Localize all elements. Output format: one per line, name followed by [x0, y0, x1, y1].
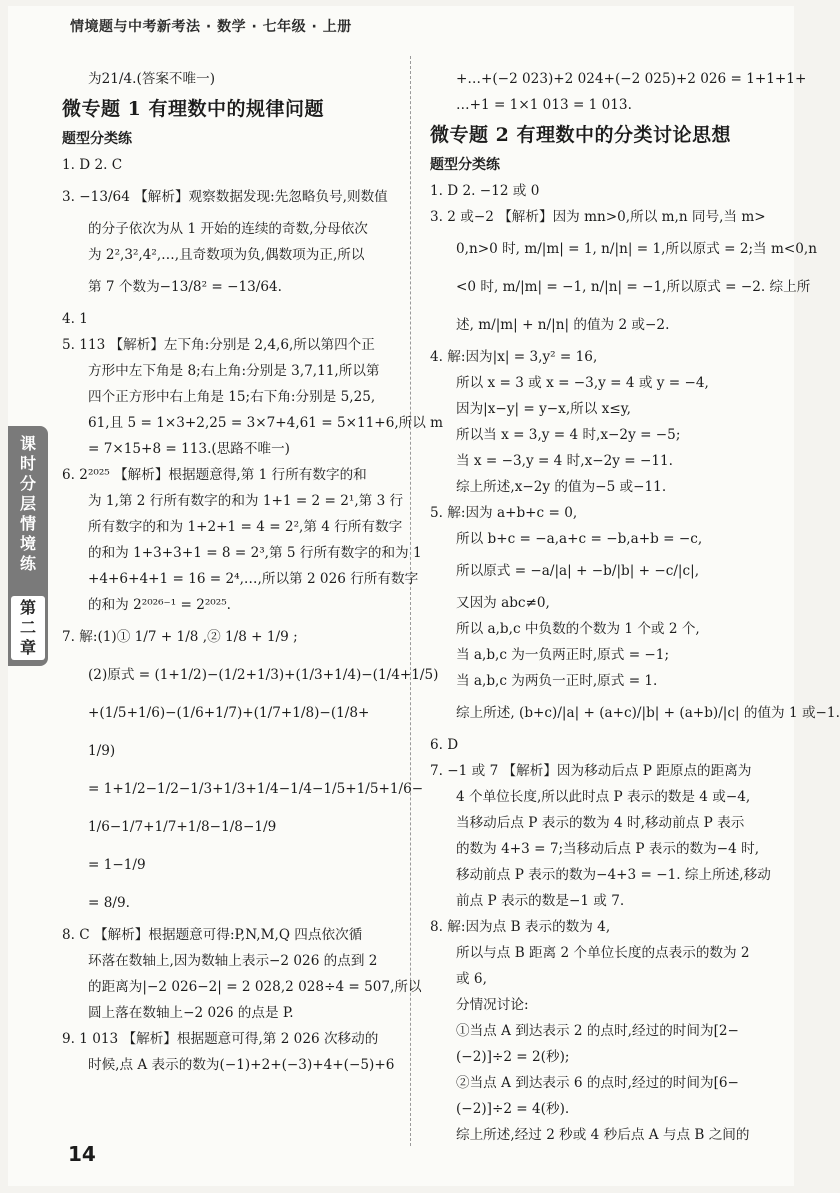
right-text-line: 所以与点 B 距离 2 个单位长度的点表示的数为 2 — [456, 945, 750, 961]
left-text-line: 7. 解:(1)① 1/7 + 1/8 ,② 1/8 + 1/9 ; — [62, 629, 298, 645]
right-text-line: 3. 2 或−2 【解析】因为 mn>0,所以 m,n 同号,当 m> — [430, 209, 766, 225]
side-tab-section-label: 课时分层情境练 — [19, 434, 36, 573]
left-text-line: 的分子依次为从 1 开始的连续的奇数,分母依次 — [88, 221, 368, 237]
right-text-line: 或 6, — [456, 971, 487, 987]
left-text-line: (2)原式 = (1+1/2)−(1/2+1/3)+(1/3+1/4)−(1/4+1/5) — [88, 667, 439, 683]
right-text-line: 移动前点 P 表示的数为−4+3 = −1. 综上所述,移动 — [456, 867, 771, 883]
right-text-line: (−2)]÷2 = 4(秒). — [456, 1101, 570, 1117]
left-text-line: 3. −13/64 【解析】观察数据发现:先忽略负号,则数值 — [62, 189, 388, 205]
right-text-line: +…+(−2 023)+2 024+(−2 025)+2 026 = 1+1+1+ — [456, 71, 807, 87]
left-text-line: 为 1,第 2 行所有数字的和为 1+1 = 2 = 2¹,第 3 行 — [88, 493, 404, 509]
right-text-line: 5. 解:因为 a+b+c = 0, — [430, 505, 578, 521]
right-text-line: 8. 解:因为点 B 表示的数为 4, — [430, 919, 611, 935]
right-text-line: 综上所述,经过 2 秒或 4 秒后点 A 与点 B 之间的 — [456, 1127, 750, 1143]
left-text-line: = 7×15+8 = 113.(思路不唯一) — [88, 441, 290, 457]
side-tab-chapter-label: 第二章 — [11, 596, 45, 660]
left-text-line: 5. 113 【解析】左下角:分别是 2,4,6,所以第四个正 — [62, 337, 375, 353]
right-text-line: 当移动后点 P 表示的数为 4 时,移动前点 P 表示 — [456, 815, 745, 831]
left-column — [62, 66, 444, 1078]
right-text-line: 所以 b+c = −a,a+c = −b,a+b = −c, — [456, 531, 703, 547]
left-text-line: 1. D 2. C — [62, 157, 123, 173]
right-column — [430, 66, 840, 1148]
right-text-line: ①当点 A 到达表示 2 的点时,经过的时间为[2− — [456, 1023, 739, 1039]
right-text-line: 当 a,b,c 为一负两正时,原式 = −1; — [456, 647, 670, 663]
left-text-line: 8. C 【解析】根据题意可得:P,N,M,Q 四点依次循 — [62, 927, 363, 943]
left-text-line: 题型分类练 — [62, 131, 132, 147]
right-text-line: …+1 = 1×1 013 = 1 013. — [456, 97, 632, 113]
right-text-line: <0 时, m/|m| = −1, n/|n| = −1,所以原式 = −2. 综上所 — [456, 279, 811, 295]
right-text-line: 7. −1 或 7 【解析】因为移动后点 P 距原点的距离为 — [430, 763, 752, 779]
left-text-line: 第 7 个数为−13/8² = −13/64. — [88, 279, 282, 295]
right-text-line: 所以原式 = −a/|a| + −b/|b| + −c/|c|, — [456, 563, 700, 579]
page-number: 14 — [68, 1142, 96, 1166]
left-text-line: 微专题 1 有理数中的规律问题 — [62, 98, 324, 120]
left-text-line: 的距离为|−2 026−2| = 2 028,2 028÷4 = 507,所以 — [88, 979, 422, 995]
right-text-line: 4 个单位长度,所以此时点 P 表示的数是 4 或−4, — [456, 789, 751, 805]
right-text-line: 综上所述,x−2y 的值为−5 或−11. — [456, 479, 667, 495]
right-text-line: (−2)]÷2 = 2(秒); — [456, 1049, 570, 1065]
right-text-line: 前点 P 表示的数是−1 或 7. — [456, 893, 625, 909]
right-text-line: 所以当 x = 3,y = 4 时,x−2y = −5; — [456, 427, 681, 443]
right-text-line: ②当点 A 到达表示 6 的点时,经过的时间为[6− — [456, 1075, 739, 1091]
left-text-line: 6. 2²⁰²⁵ 【解析】根据题意得,第 1 行所有数字的和 — [62, 467, 367, 483]
left-text-line: = 1−1/9 — [88, 857, 146, 873]
left-text-line: 1/6−1/7+1/7+1/8−1/8−1/9 — [88, 819, 277, 835]
left-text-line: 为21/4.(答案不唯一) — [88, 71, 216, 87]
left-text-line: 1/9) — [88, 743, 116, 759]
left-text-line: = 1+1/2−1/2−1/3+1/3+1/4−1/4−1/5+1/5+1/6− — [88, 781, 424, 797]
left-text-line: 的和为 2²⁰²⁶⁻¹ = 2²⁰²⁵. — [88, 597, 231, 613]
right-text-line: 0,n>0 时, m/|m| = 1, n/|n| = 1,所以原式 = 2;当 m<0,n — [456, 241, 817, 257]
left-text-line: 4. 1 — [62, 311, 88, 327]
right-text-line: 因为|x−y| = y−x,所以 x≤y, — [456, 401, 631, 417]
right-text-line: 分情况讨论: — [456, 997, 529, 1013]
right-text-line: 当 x = −3,y = 4 时,x−2y = −11. — [456, 453, 673, 469]
right-text-line: 所以 x = 3 或 x = −3,y = 4 或 y = −4, — [456, 375, 709, 391]
left-text-line: 方形中左下角是 8;右上角:分别是 3,7,11,所以第 — [88, 363, 380, 379]
right-text-line: 微专题 2 有理数中的分类讨论思想 — [430, 124, 731, 146]
right-text-line: 1. D 2. −12 或 0 — [430, 183, 540, 199]
left-text-line: 9. 1 013 【解析】根据题意可得,第 2 026 次移动的 — [62, 1031, 379, 1047]
left-text-line: +4+6+4+1 = 16 = 2⁴,…,所以第 2 026 行所有数字 — [88, 571, 419, 587]
left-text-line: 所有数字的和为 1+2+1 = 4 = 2²,第 4 行所有数字 — [88, 519, 403, 535]
right-text-line: 当 a,b,c 为两负一正时,原式 = 1. — [456, 673, 658, 689]
page — [8, 6, 840, 1186]
right-text-line: 4. 解:因为|x| = 3,y² = 16, — [430, 349, 598, 365]
left-text-line: = 8/9. — [88, 895, 130, 911]
page-header: 情境题与中考新考法 · 数学 · 七年级 · 上册 — [70, 19, 352, 35]
left-text-line: 圆上落在数轴上−2 026 的点是 P. — [88, 1005, 294, 1021]
left-text-line: 61,且 5 = 1×3+2,25 = 3×7+4,61 = 5×11+6,所以 m — [88, 415, 444, 431]
left-text-line: +(1/5+1/6)−(1/6+1/7)+(1/7+1/8)−(1/8+ — [88, 705, 370, 721]
right-text-line: 所以 a,b,c 中负数的个数为 1 个或 2 个, — [456, 621, 700, 637]
right-text-line: 6. D — [430, 737, 459, 753]
right-text-line: 述, m/|m| + n/|n| 的值为 2 或−2. — [456, 317, 670, 333]
chapter-side-tab — [8, 426, 48, 666]
right-text-line: 题型分类练 — [430, 157, 500, 173]
right-text-line: 综上所述, (b+c)/|a| + (a+c)/|b| + (a+b)/|c| 的值为 1 或−1. — [456, 705, 840, 721]
left-text-line: 四个正方形中右上角是 15;右下角:分别是 5,25, — [88, 389, 376, 405]
right-text-line: 的数为 4+3 = 7;当移动后点 P 表示的数为−4 时, — [456, 841, 760, 857]
left-text-line: 时候,点 A 表示的数为(−1)+2+(−3)+4+(−5)+6 — [88, 1057, 395, 1073]
left-text-line: 为 2²,3²,4²,…,且奇数项为负,偶数项为正,所以 — [88, 247, 365, 263]
left-text-line: 的和为 1+3+3+1 = 8 = 2³,第 5 行所有数字的和为 1 — [88, 545, 422, 561]
left-text-line: 环落在数轴上,因为数轴上表示−2 026 的点到 2 — [88, 953, 378, 969]
right-text-line: 又因为 abc≠0, — [456, 595, 550, 611]
